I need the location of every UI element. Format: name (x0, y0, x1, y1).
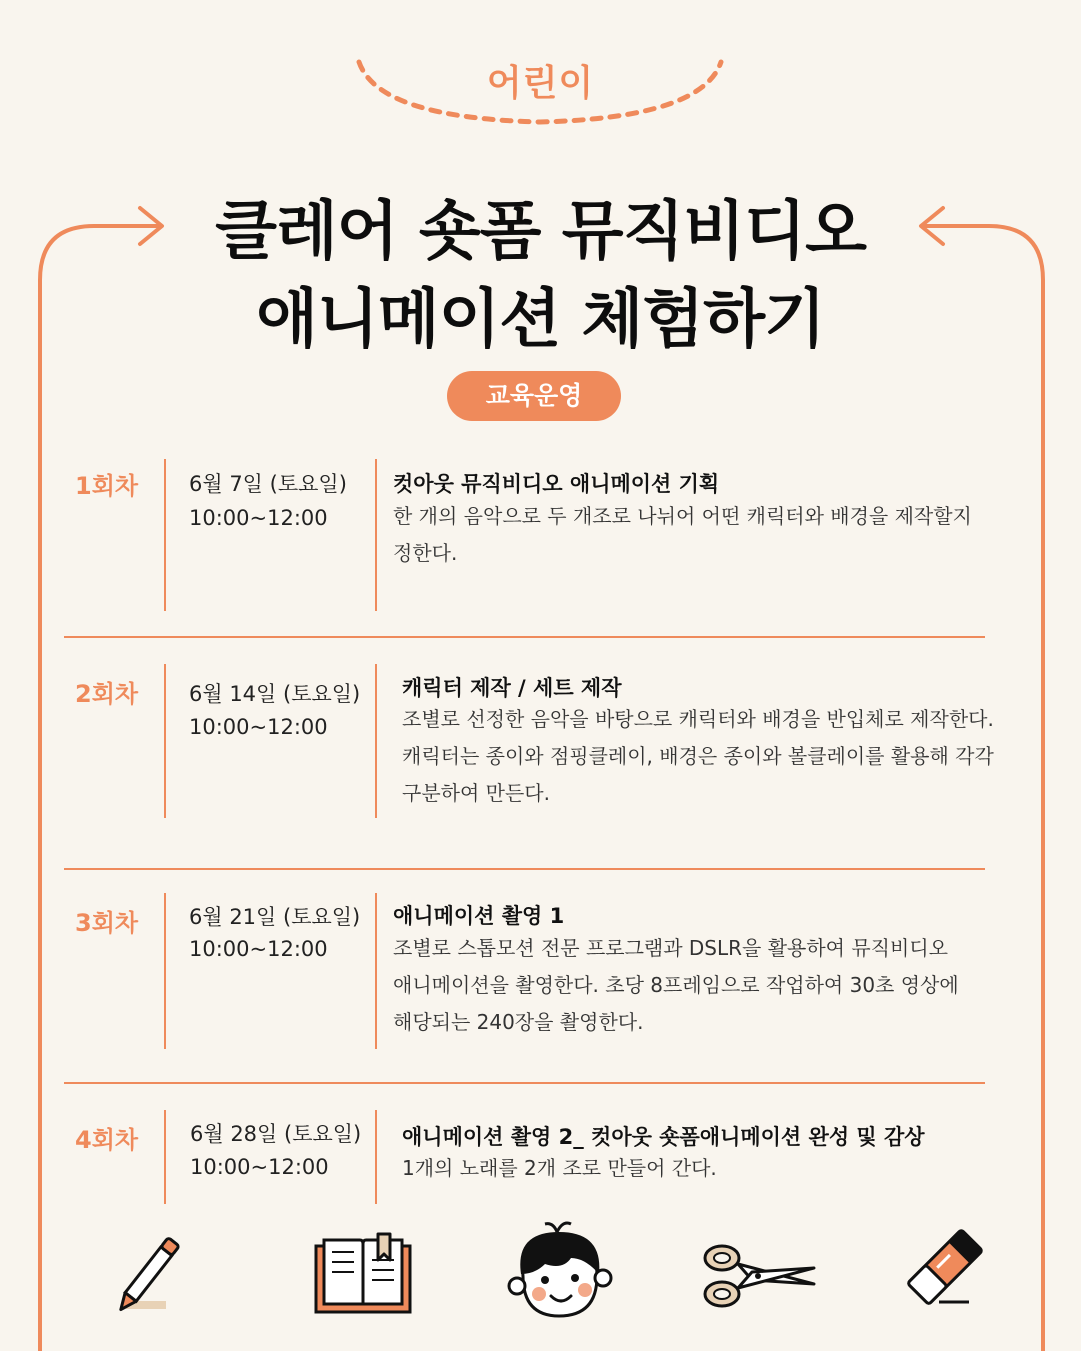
education-badge: 교육운영 (447, 371, 621, 421)
eraser-icon (895, 1222, 995, 1312)
session-description: 조별로 스톱모션 전문 프로그램과 DSLR을 활용하여 뮤직비디오 애니메이션을 촬영한다. 초당 8프레임으로 작업하여 30초 영상에 해당되는 240장을 촬영한다. (393, 936, 959, 1034)
left-border-arrow (40, 226, 160, 1351)
divider (375, 459, 377, 611)
session-separator (64, 1082, 985, 1084)
session-heading: 애니메이션 촬영 1 (393, 904, 565, 928)
session-number: 2회차 (75, 680, 139, 708)
session-number: 1회차 (75, 472, 139, 500)
session-description: 한 개의 음악으로 두 개조로 나뉘어 어떤 캐릭터와 배경을 제작할지 정한다. (393, 504, 972, 565)
session-time: 10:00~12:00 (190, 1155, 329, 1179)
pencil-icon (108, 1225, 198, 1315)
session-date: 6월 21일 (토요일) (189, 905, 361, 929)
session-date: 6월 28일 (토요일) (190, 1122, 362, 1146)
divider (375, 1110, 377, 1204)
session-time: 10:00~12:00 (189, 937, 328, 961)
session-separator (64, 636, 985, 638)
session-description: 조별로 선정한 음악을 바탕으로 캐릭터와 배경을 반입체로 제작한다. 캐릭터는 종이와 점핑클레이, 배경은 종이와 볼클레이를 활용해 각각 구분하여 만든다. (402, 707, 994, 805)
scissors-icon (700, 1240, 820, 1312)
page-title-line2: 애니메이션 체험하기 (256, 283, 825, 357)
session-time: 10:00~12:00 (189, 715, 328, 739)
session-heading: 애니메이션 촬영 2_ 컷아웃 숏폼애니메이션 완성 및 감상 (402, 1125, 925, 1149)
page-title-line1: 클레어 숏폼 뮤직비디오 (215, 195, 866, 269)
session-description: 1개의 노래를 2개 조로 만들어 간다. (402, 1156, 717, 1180)
divider (164, 459, 166, 611)
book-icon (312, 1232, 414, 1316)
divider (375, 664, 377, 818)
divider (164, 664, 166, 818)
session-separator (64, 868, 985, 870)
session-number: 4회차 (75, 1126, 139, 1154)
divider (164, 1110, 166, 1204)
session-number: 3회차 (75, 909, 139, 937)
category-label: 어린이 (486, 63, 595, 104)
session-date: 6월 7일 (토요일) (189, 472, 347, 496)
session-heading: 컷아웃 뮤직비디오 애니메이션 기획 (393, 472, 720, 496)
divider (164, 893, 166, 1049)
session-time: 10:00~12:00 (189, 506, 328, 530)
session-heading: 캐릭터 제작 / 세트 제작 (402, 676, 622, 700)
session-date: 6월 14일 (토요일) (189, 682, 361, 706)
divider (375, 893, 377, 1049)
child-face-icon (505, 1218, 613, 1322)
